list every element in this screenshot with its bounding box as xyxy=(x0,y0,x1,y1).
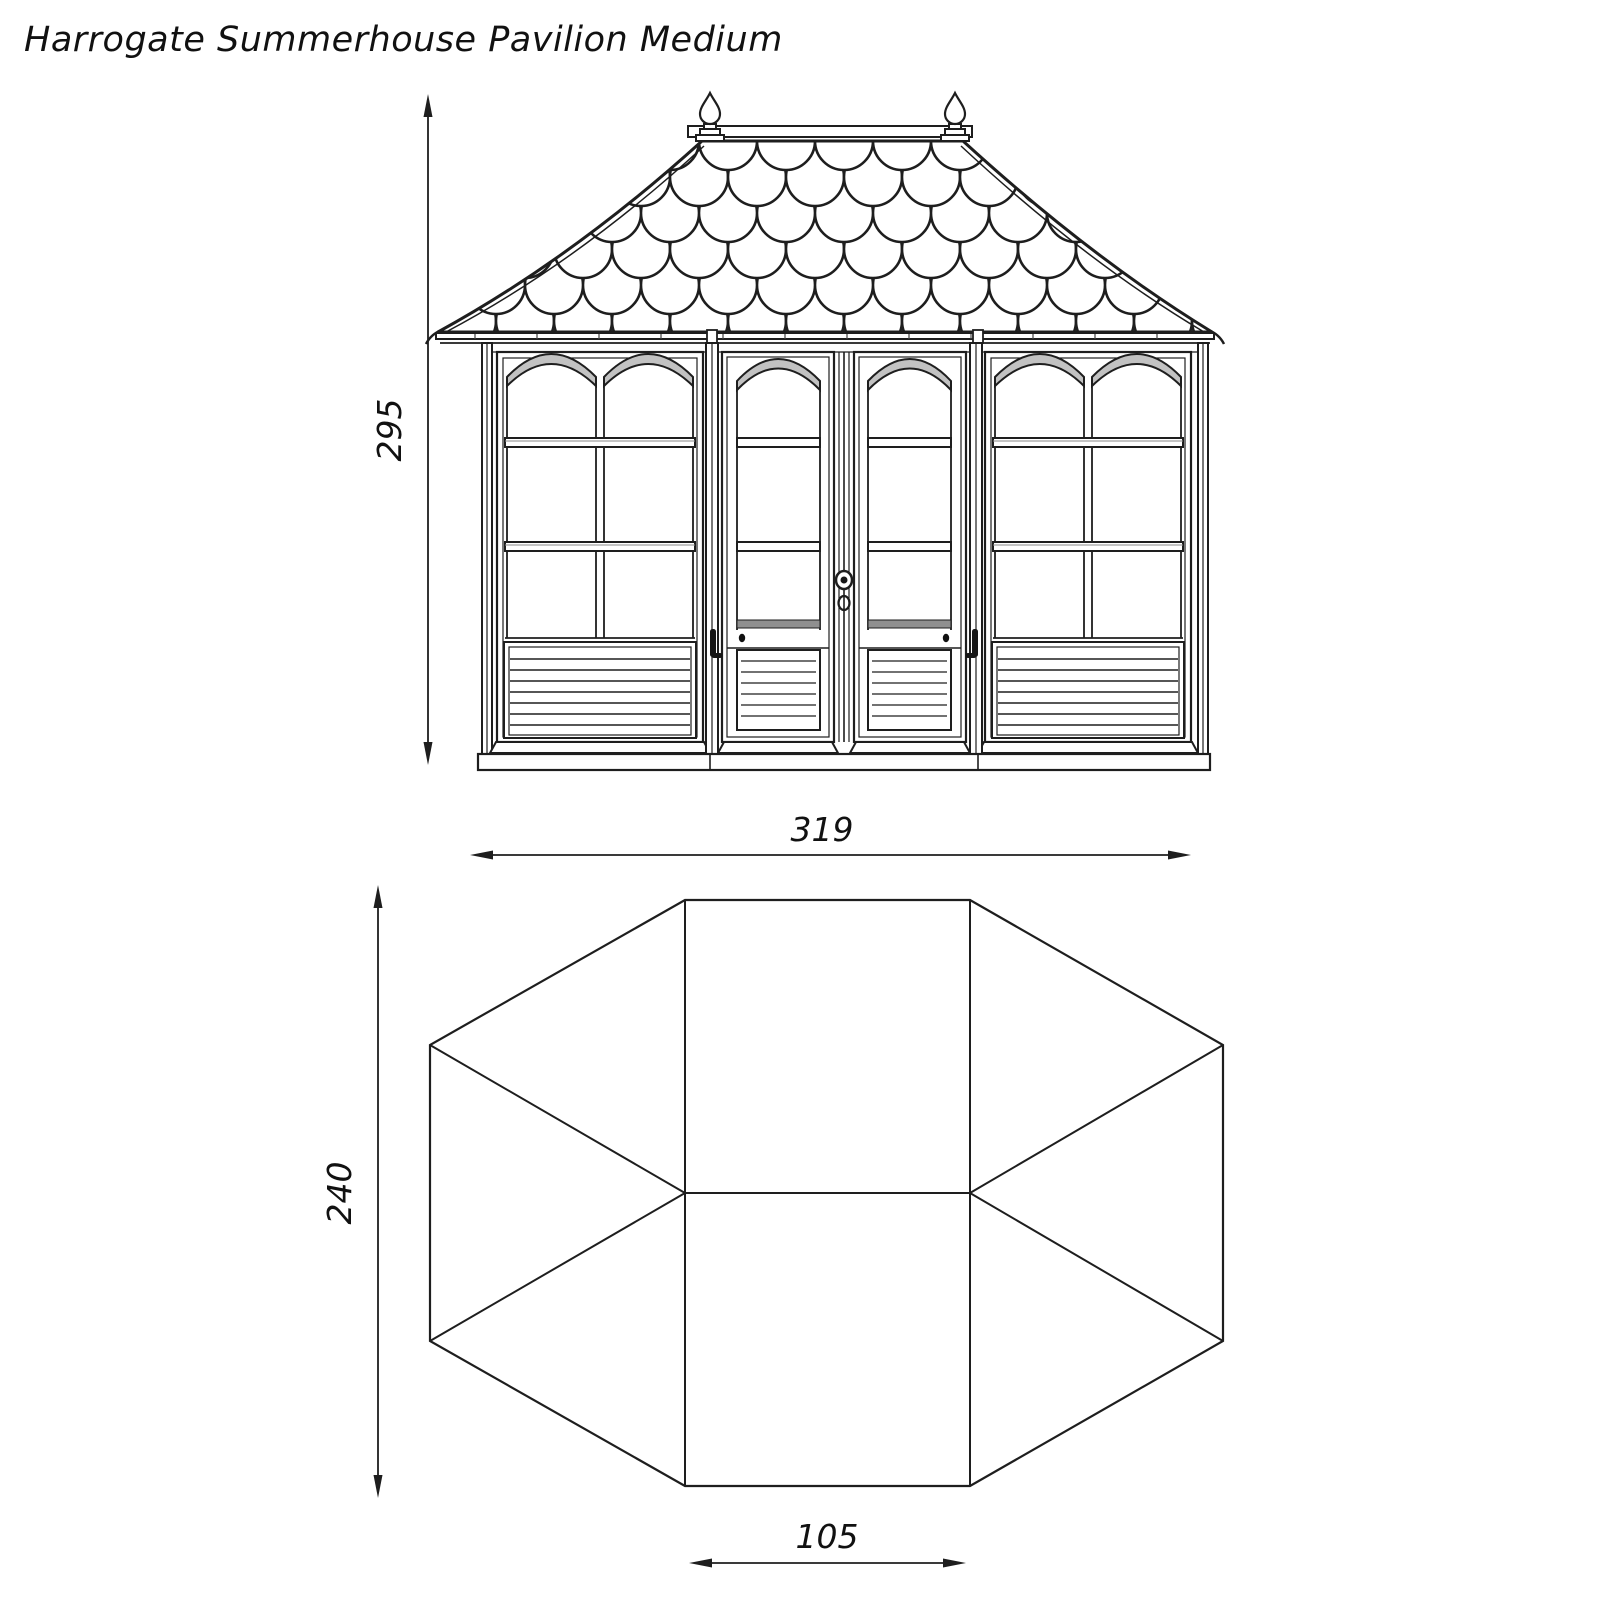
finial-left xyxy=(696,93,724,141)
arrowhead-up xyxy=(374,885,383,908)
arrowhead-down xyxy=(424,742,433,765)
arrowhead-down xyxy=(374,1475,383,1498)
mullion-post-right xyxy=(970,343,982,754)
page-title: Harrogate Summerhouse Pavilion Medium xyxy=(24,20,783,60)
arrowhead-right xyxy=(1168,851,1191,860)
dim-height-label: 295 xyxy=(370,398,409,462)
dim-depth xyxy=(320,885,383,1498)
dim-width-label: 319 xyxy=(790,810,854,849)
plan-view xyxy=(320,885,1223,1568)
dim-height xyxy=(370,94,433,765)
base-plinth xyxy=(478,754,1210,770)
arrowhead-left xyxy=(689,1559,712,1568)
mullion-post-left xyxy=(706,343,718,754)
roof xyxy=(426,93,1224,344)
wall-elevation xyxy=(478,343,1210,770)
corner-post-right xyxy=(1198,343,1208,754)
door-meeting-stiles xyxy=(839,352,849,742)
front-elevation xyxy=(370,93,1224,860)
door-left xyxy=(718,352,838,753)
door-right xyxy=(850,352,970,753)
window-section-left xyxy=(490,352,710,756)
door-handle-left xyxy=(710,629,722,658)
arrowhead-right xyxy=(943,1559,966,1568)
door-handle-right xyxy=(966,629,978,658)
arrowhead-up xyxy=(424,94,433,117)
dim-front-width-label: 105 xyxy=(795,1517,859,1556)
finial-right xyxy=(941,93,969,141)
dim-width xyxy=(470,810,1191,860)
arrowhead-left xyxy=(470,851,493,860)
corner-post-left xyxy=(482,343,492,754)
window-section-right xyxy=(978,352,1198,756)
dim-depth-label: 240 xyxy=(320,1161,359,1225)
dim-front-width xyxy=(689,1517,966,1568)
roof-shingles xyxy=(438,141,1212,332)
ridge-bar xyxy=(688,126,972,137)
